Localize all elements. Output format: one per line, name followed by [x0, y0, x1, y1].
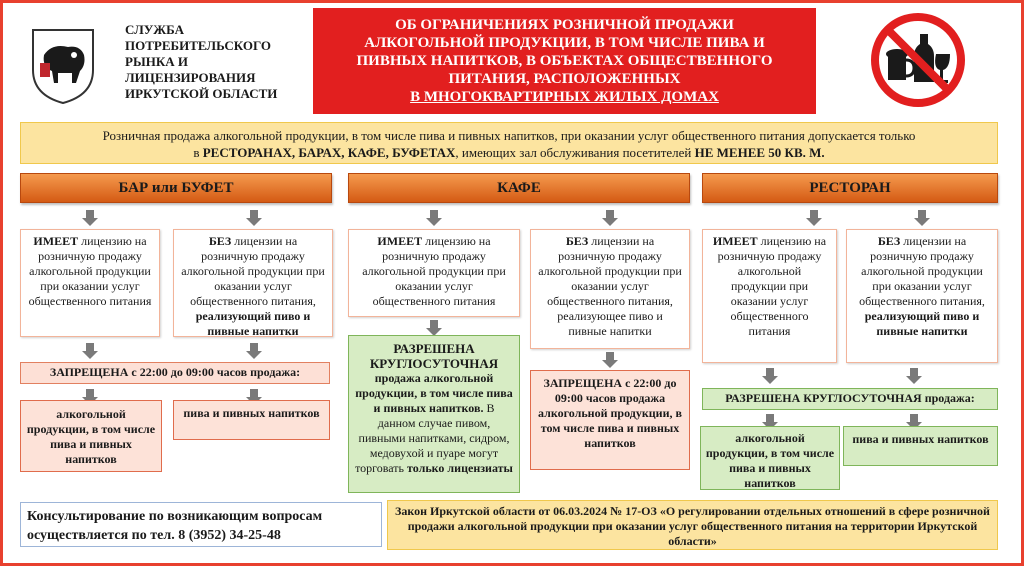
org-line: РЫНКА И: [125, 54, 188, 69]
org-line: ЛИЦЕНЗИРОВАНИЯ: [125, 70, 256, 85]
down-arrow-icon: [806, 210, 822, 226]
organization-name: [125, 22, 315, 102]
intro-area: НЕ МЕНЕЕ 50 КВ. М.: [694, 145, 825, 160]
down-arrow-icon: [762, 368, 778, 384]
restaurant-allowed-bar: РАЗРЕШЕНА КРУГЛОСУТОЧНАЯ продажа:: [702, 388, 998, 410]
cafe-with-license: [348, 229, 520, 317]
intro-text: , имеющих зал обслуживания посетителей: [455, 145, 695, 160]
without-text: лицензии на розничную продажу алкогольной продукции при оказании услуг общественного питания,: [181, 234, 325, 308]
without-beer-text: реализующий пиво и пивные напитки: [195, 309, 311, 338]
restaurant-allowed-beer: пива и пивных напитков: [843, 426, 998, 466]
with-text: лицензию на розничную продажу алкогольной продукции при оказании услуг общественного питания: [717, 234, 827, 338]
with-label: ИМЕЕТ: [712, 234, 758, 248]
cafe-allowed-box: [348, 335, 520, 493]
down-arrow-icon: [602, 352, 618, 368]
without-text: лицензии на розничную продажу алкогольной продукции при оказании услуг общественного питания,: [859, 234, 985, 308]
page-title: [313, 8, 816, 114]
restaurant-allowed-alcohol: алкогольной продукции, в том числе пива и пивных напитков: [700, 426, 840, 490]
without-label: БЕЗ: [877, 234, 901, 248]
down-arrow-icon: [906, 368, 922, 384]
consult-line1: Консультирование по возникающим вопросам: [27, 509, 323, 524]
no-alcohol-icon: [870, 12, 966, 108]
allowed-bold: продажа алкогольной продукции, в том числе пива и пивных напитков.: [355, 371, 513, 415]
cafe-header: КАФЕ: [348, 173, 690, 203]
org-line: СЛУЖБА: [125, 22, 184, 37]
irkutsk-coat-of-arms-icon: [28, 25, 98, 105]
restaurant-header: РЕСТОРАН: [702, 173, 998, 203]
cafe-banned-box: ЗАПРЕЩЕНА с 22:00 до 09:00 часов продажа алкогольной продукции, в том числе пива и пивных напитков: [530, 370, 690, 470]
bar-banned-bar: ЗАПРЕЩЕНА с 22:00 до 09:00 часов продажа:: [20, 362, 330, 384]
without-label: БЕЗ: [565, 234, 589, 248]
consult-phone: осуществляется по тел. 8 (3952) 34-25-48: [27, 528, 281, 543]
with-text: лицензию на розничную продажу алкогольной продукции при оказании услуг общественного питания: [362, 234, 506, 308]
intro-banner: [20, 122, 998, 164]
without-text: лицензии на розничную продажу алкогольной продукции при оказании услуг общественного питания, реализующее пиво и пивные напитки: [538, 234, 682, 338]
down-arrow-icon: [82, 343, 98, 359]
intro-line1: Розничная продажа алкогольной продукции, в том числе пива и пивных напитков, при оказании услуг общественного питания допускается только: [102, 128, 916, 143]
org-line: ПОТРЕБИТЕЛЬСКОГО: [125, 38, 272, 53]
law-reference: Закон Иркутской области от 06.03.2024 № 17-ОЗ «О регулировании отдельных отношений в сфере розничной продажи алкогольной продукции при оказании услуг общественного питания на территории Иркутской области»: [387, 500, 998, 550]
with-text: лицензию на розничную продажу алкогольной продукции при оказании услуг общественного питания: [28, 234, 152, 308]
consultation-info: [20, 502, 382, 547]
title-line: АЛКОГОЛЬНОЙ ПРОДУКЦИИ, В ТОМ ЧИСЛЕ ПИВА И: [364, 35, 765, 51]
with-label: ИМЕЕТ: [33, 234, 79, 248]
allowed-title: РАЗРЕШЕНА КРУГЛОСУТОЧНАЯ: [369, 341, 499, 371]
allowed-text: В данном случае пивом, пивными напитками, сидром, медовухой и пуаре могут торговать: [355, 401, 510, 475]
title-line: ПИВНЫХ НАПИТКОВ, В ОБЪЕКТАХ ОБЩЕСТВЕННОГО: [356, 53, 773, 69]
down-arrow-icon: [246, 210, 262, 226]
without-label: БЕЗ: [208, 234, 232, 248]
restaurant-without-license: [846, 229, 998, 363]
intro-line2: [21, 144, 997, 161]
cafe-without-license: [530, 229, 690, 349]
intro-establishments: РЕСТОРАНАХ, БАРАХ, КАФЕ, БУФЕТАХ: [202, 145, 456, 160]
down-arrow-icon: [82, 210, 98, 226]
down-arrow-icon: [426, 210, 442, 226]
title-underlined-line: В МНОГОКВАРТИРНЫХ ЖИЛЫХ ДОМАХ: [410, 89, 719, 105]
allowed-licensees: только лицензиаты: [407, 461, 513, 475]
intro-text: в: [193, 145, 203, 160]
title-line: ПИТАНИЯ, РАСПОЛОЖЕННЫХ: [448, 71, 681, 87]
bar-with-license: [20, 229, 160, 337]
down-arrow-icon: [246, 343, 262, 359]
bar-without-license: [173, 229, 333, 337]
bar-banned-beer: пива и пивных напитков: [173, 400, 330, 440]
restaurant-with-license: [702, 229, 837, 363]
bar-banned-alcohol: алкогольной продукции, в том числе пива и пивных напитков: [20, 400, 162, 472]
bar-header: БАР или БУФЕТ: [20, 173, 332, 203]
with-label: ИМЕЕТ: [377, 234, 423, 248]
org-line: ИРКУТСКОЙ ОБЛАСТИ: [125, 86, 278, 101]
without-beer-text: реализующий пиво и пивные напитки: [864, 309, 980, 338]
down-arrow-icon: [914, 210, 930, 226]
title-line: ОБ ОГРАНИЧЕНИЯХ РОЗНИЧНОЙ ПРОДАЖИ: [395, 17, 734, 33]
down-arrow-icon: [602, 210, 618, 226]
down-arrow-icon: [426, 320, 442, 336]
